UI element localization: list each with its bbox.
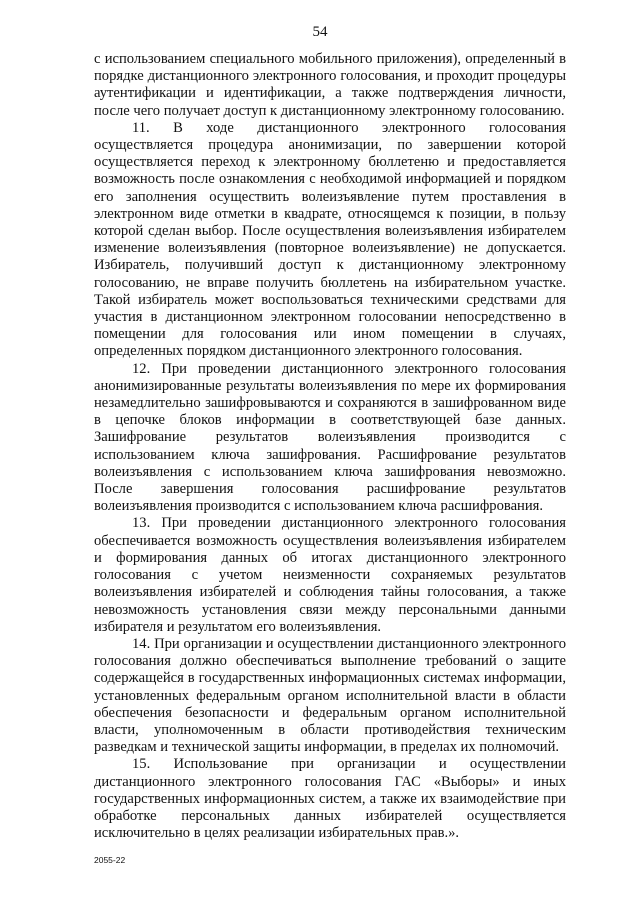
paragraph-12: 12. При проведении дистанционного электронного голосования анонимизированные результаты волеизъявления по мере их формирования незамедлительно зашифровываются и сохраняются в зашифрованном виде в цепочке блоков информации в соответствующей базе данных. Зашифрование результатов волеизъявления производится с использованием ключа зашифрования. Расшифрование результатов волеизъявления с использованием ключа зашифрования невозможно. После завершения голосования расшифрование результатов волеизъявления производится с использованием ключа расшифрования. bbox=[94, 360, 566, 515]
paragraph-14: 14. При организации и осуществлении дистанционного электронного голосования должно обеспечиваться выполнение требований о защите содержащейся в государственных информационных системах информации, установленных федеральным органом исполнительной власти в области обеспечения безопасности и федеральным органом исполнительной власти, уполномоченным в области противодействия техническим разведкам и технической защиты информации, в пределах их полномочий. bbox=[94, 635, 566, 756]
paragraph-11: 11. В ходе дистанционного электронного голосования осуществляется процедура анонимизации, по завершении которой осуществляется переход к электронному бюллетеню и предоставляется возможность после ознакомления с необходимой информацией и порядком его заполнения осуществить волеизъявление путем проставления в электронном виде отметки в квадрате, относящемся к позиции, в пользу которой сделан выбор. После осуществления волеизъявления избирателем изменение волеизъявления (повторное волеизъявление) не допускается. Избиратель, получивший доступ к дистанционному электронному голосованию, не вправе получить бюллетень на избирательном участке. Такой избиратель может воспользоваться техническими средствами для участия в дистанционном электронном голосовании непосредственно в помещении для голосования или ином помещении в случаях, определенных порядком дистанционного электронного голосования. bbox=[94, 119, 566, 360]
paragraph-13: 13. При проведении дистанционного электронного голосования обеспечивается возможность осуществления волеизъявления избирателем и формирования данных об итогах дистанционного электронного голосования с учетом неизменности сохраняемых результатов волеизъявления избирателей и соблюдения тайны голосования, а также невозможность установления связи между персональными данными избирателя и результатом его волеизъявления. bbox=[94, 515, 566, 635]
document-body bbox=[94, 51, 566, 842]
paragraph-continuation: с использованием специального мобильного приложения), определенный в порядке дистанционного электронного голосования, и проходит процедуры аутентификации и идентификации, а также подтверждения личности, после чего получает доступ к дистанционному электронному голосованию. bbox=[94, 51, 566, 119]
document-code: 2055-22 bbox=[94, 855, 126, 865]
paragraph-15: 15. Использование при организации и осуществлении дистанционного электронного голосования ГАС «Выборы» и иных государственных информационных систем, а также их взаимодействие при обработке персональных данных избирателей осуществляется исключительно в целях реализации избирательных прав.». bbox=[94, 756, 566, 842]
page-number: 54 bbox=[312, 24, 328, 40]
